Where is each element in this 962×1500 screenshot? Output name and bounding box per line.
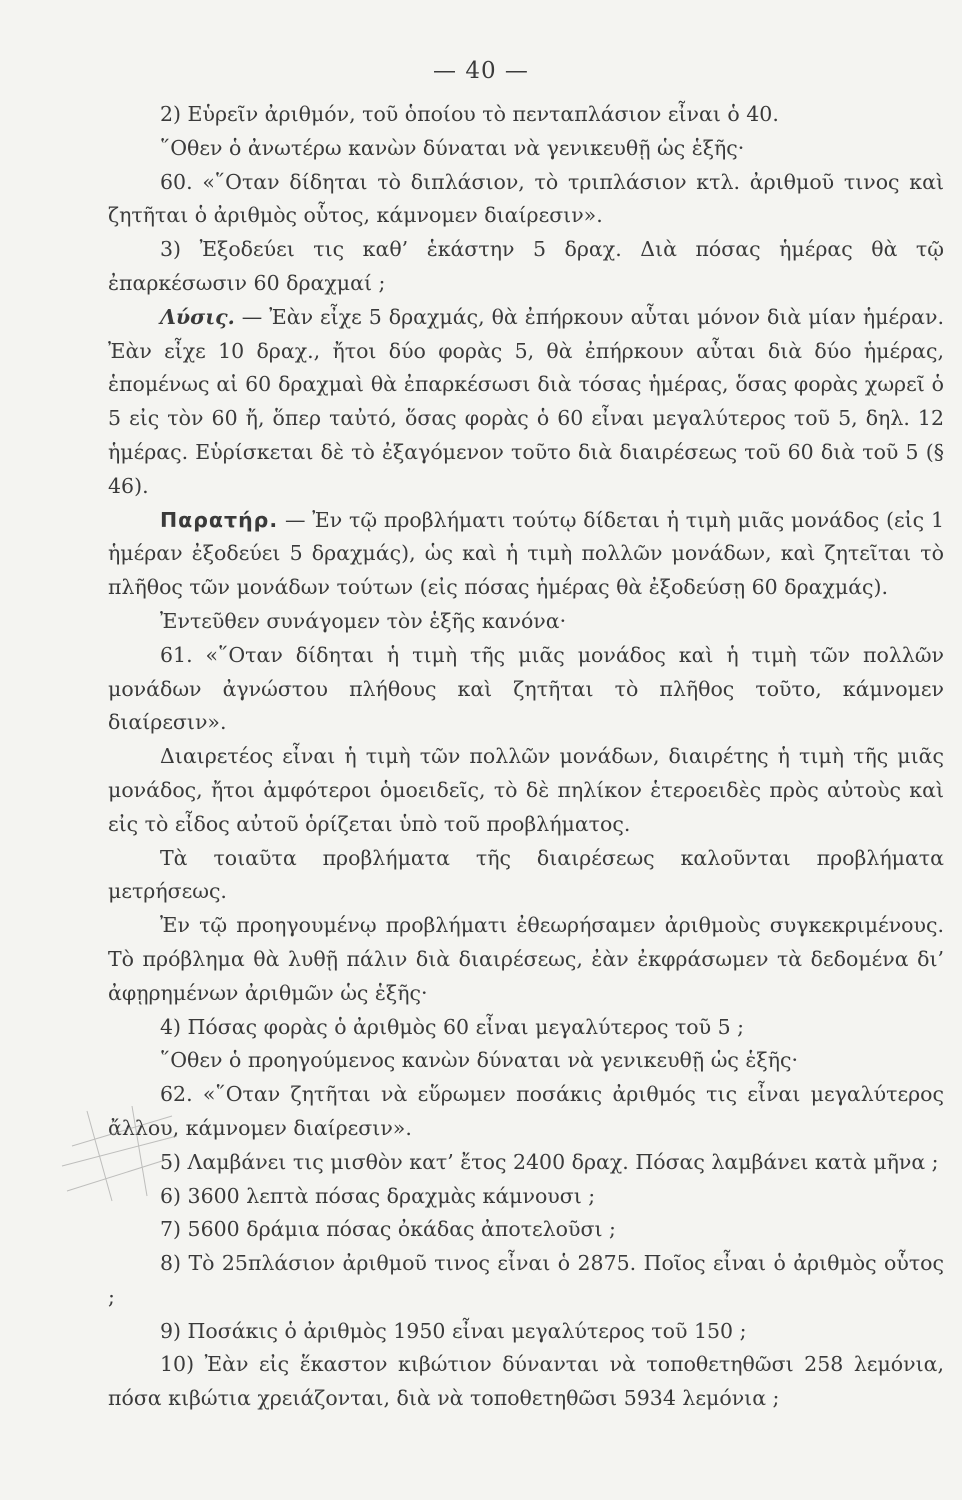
paragraph-solution: Λύσις. — Ἐὰν εἶχε 5 δραχμάς, θὰ ἐπήρκουν αὗται μόνον διὰ μίαν ἡμέραν. Ἐὰν εἶχε 10 δραχ., ἤτοι δύο φορὰς 5, θὰ ἐπήρκουν αὗται διὰ δύο ἡμέρας, ἑπομένως αἱ 60 δραχμαὶ θὰ ἐπαρκέσωσι διὰ τόσας ἡμέρας, ὅσας φορὰς χωρεῖ ὁ 5 εἰς τὸν 60 ἤ, ὅπερ ταὐτό, ὅσας φορὰς ὁ 60 εἶναι μεγαλύτερος τοῦ 5, δηλ. 12 ἡμέρας. Εὑρίσκεται δὲ τὸ ἐξαγόμενον τοῦτο διὰ διαιρέσεως τοῦ 60 διὰ τοῦ 5 (§ 46). [108,304,944,498]
paragraph: ῞Οθεν ὁ προηγούμενος κανὼν δύναται νὰ γενικευθῇ ὡς ἑξῆς· [160,1048,798,1073]
exercise-item: 9) Ποσάκις ὁ ἀριθμὸς 1950 εἶναι μεγαλύτερος τοῦ 150 ; [160,1318,747,1343]
paragraph: 2) Εὑρεῖν ἀριθμόν, τοῦ ὁποίου τὸ πενταπλάσιον εἶναι ὁ 40. [160,102,779,126]
exercise-item: 10) Ἐὰν εἰς ἕκαστον κιβώτιον δύνανται νὰ τοποθετηθῶσι 258 λεμόνια, πόσα κιβώτια χρειάζονται, διὰ νὰ τοποθετηθῶσι 5934 λεμόνια ; [108,1352,944,1411]
paragraph: Διαιρετέος εἶναι ἡ τιμὴ τῶν πολλῶν μονάδων, διαιρέτης ἡ τιμὴ τῆς μιᾶς μονάδος, ἤτοι ἀμφότεροι ὁμοειδεῖς, τὸ δὲ πηλίκον ἑτεροειδὲς πρὸς αὐτοὺς καὶ εἰς τὸ εἶδος αὐτοῦ ὁρίζεται ὑπὸ τοῦ προβλήματος. [108,744,944,836]
paragraph: 4) Πόσας φορὰς ὁ ἀριθμὸς 60 εἶναι μεγαλύτερος τοῦ 5 ; [160,1014,745,1039]
paragraph: Τὰ τοιαῦτα προβλήματα τῆς διαιρέσεως καλοῦνται προβλήματα μετρήσεως. [108,845,944,904]
exercise-item: 5) Λαμβάνει τις μισθὸν κατ’ ἔτος 2400 δραχ. Πόσας λαμβάνει κατὰ μῆνα ; [160,1149,939,1174]
paragraph: Ἐν τῷ προηγουμένῳ προβλήματι ἐθεωρήσαμεν ἀριθμοὺς συγκεκριμένους. Τὸ πρόβλημα θὰ λυθῇ πάλιν διὰ διαιρέσεως, ἐὰν ἐκφράσωμεν τὰ δεδομένα δι’ ἀφῃρημένων ἀριθμῶν ὡς ἑξῆς· [108,913,944,1005]
paragraph: ῞Οθεν ὁ ἀνωτέρω κανὼν δύναται νὰ γενικευθῇ ὡς ἑξῆς· [160,135,745,160]
paragraph: 62. «῞Οταν ζητῆται νὰ εὕρωμεν ποσάκις ἀριθμός τις εἶναι μεγαλύτερος ἄλλου, κάμνομεν διαίρεσιν». [108,1082,944,1140]
pencil-mark [52,1106,182,1206]
exercise-item: 8) Τὸ 25πλάσιον ἀριθμοῦ τινος εἶναι ὁ 2875. Ποῖος εἶναι ὁ ἀριθμὸς οὗτος ; [108,1251,944,1309]
remark-label: Παρατήρ. [160,507,279,532]
solution-label: Λύσις. [160,304,235,329]
page-number: — 40 — [433,58,529,84]
paragraph: 3) Ἐξοδεύει τις καθ’ ἑκάστην 5 δραχ. Διὰ πόσας ἡμέρας θὰ τῷ ἐπαρκέσωσιν 60 δραχμαί ; [108,237,944,295]
paragraph: 61. «῞Οταν δίδηται ἡ τιμὴ τῆς μιᾶς μονάδος καὶ ἡ τιμὴ τῶν πολλῶν μονάδων ἀγνώστου πλήθους καὶ ζητῆται τὸ πλῆθος τοῦτο, κάμνομεν διαίρεσιν». [108,642,944,735]
exercise-item: 6) 3600 λεπτὰ πόσας δραχμὰς κάμνουσι ; [160,1183,596,1208]
paragraph: Ἐντεῦθεν συνάγομεν τὸν ἑξῆς κανόνα· [160,608,567,633]
page-body [108,98,944,1416]
paragraph-remark: Παρατήρ. — Ἐν τῷ προβλήματι τούτῳ δίδεται ἡ τιμὴ μιᾶς μονάδος (εἰς 1 ἡμέραν ἐξοδεύει 5 δραχμάς), ὡς καὶ ἡ τιμὴ πολλῶν μονάδων, καὶ ζητεῖται τὸ πλῆθος τῶν μονάδων τούτων (εἰς πόσας ἡμέρας θὰ ἐξοδεύσῃ 60 δραχμάς). [108,507,944,600]
paragraph: 60. «῞Οταν δίδηται τὸ διπλάσιον, τὸ τριπλάσιον κτλ. ἀριθμοῦ τινος καὶ ζητῆται ὁ ἀριθμὸς οὗτος, κάμνομεν διαίρεσιν». [108,169,944,228]
exercise-item: 7) 5600 δράμια πόσας ὀκάδας ἀποτελοῦσι ; [160,1217,616,1242]
